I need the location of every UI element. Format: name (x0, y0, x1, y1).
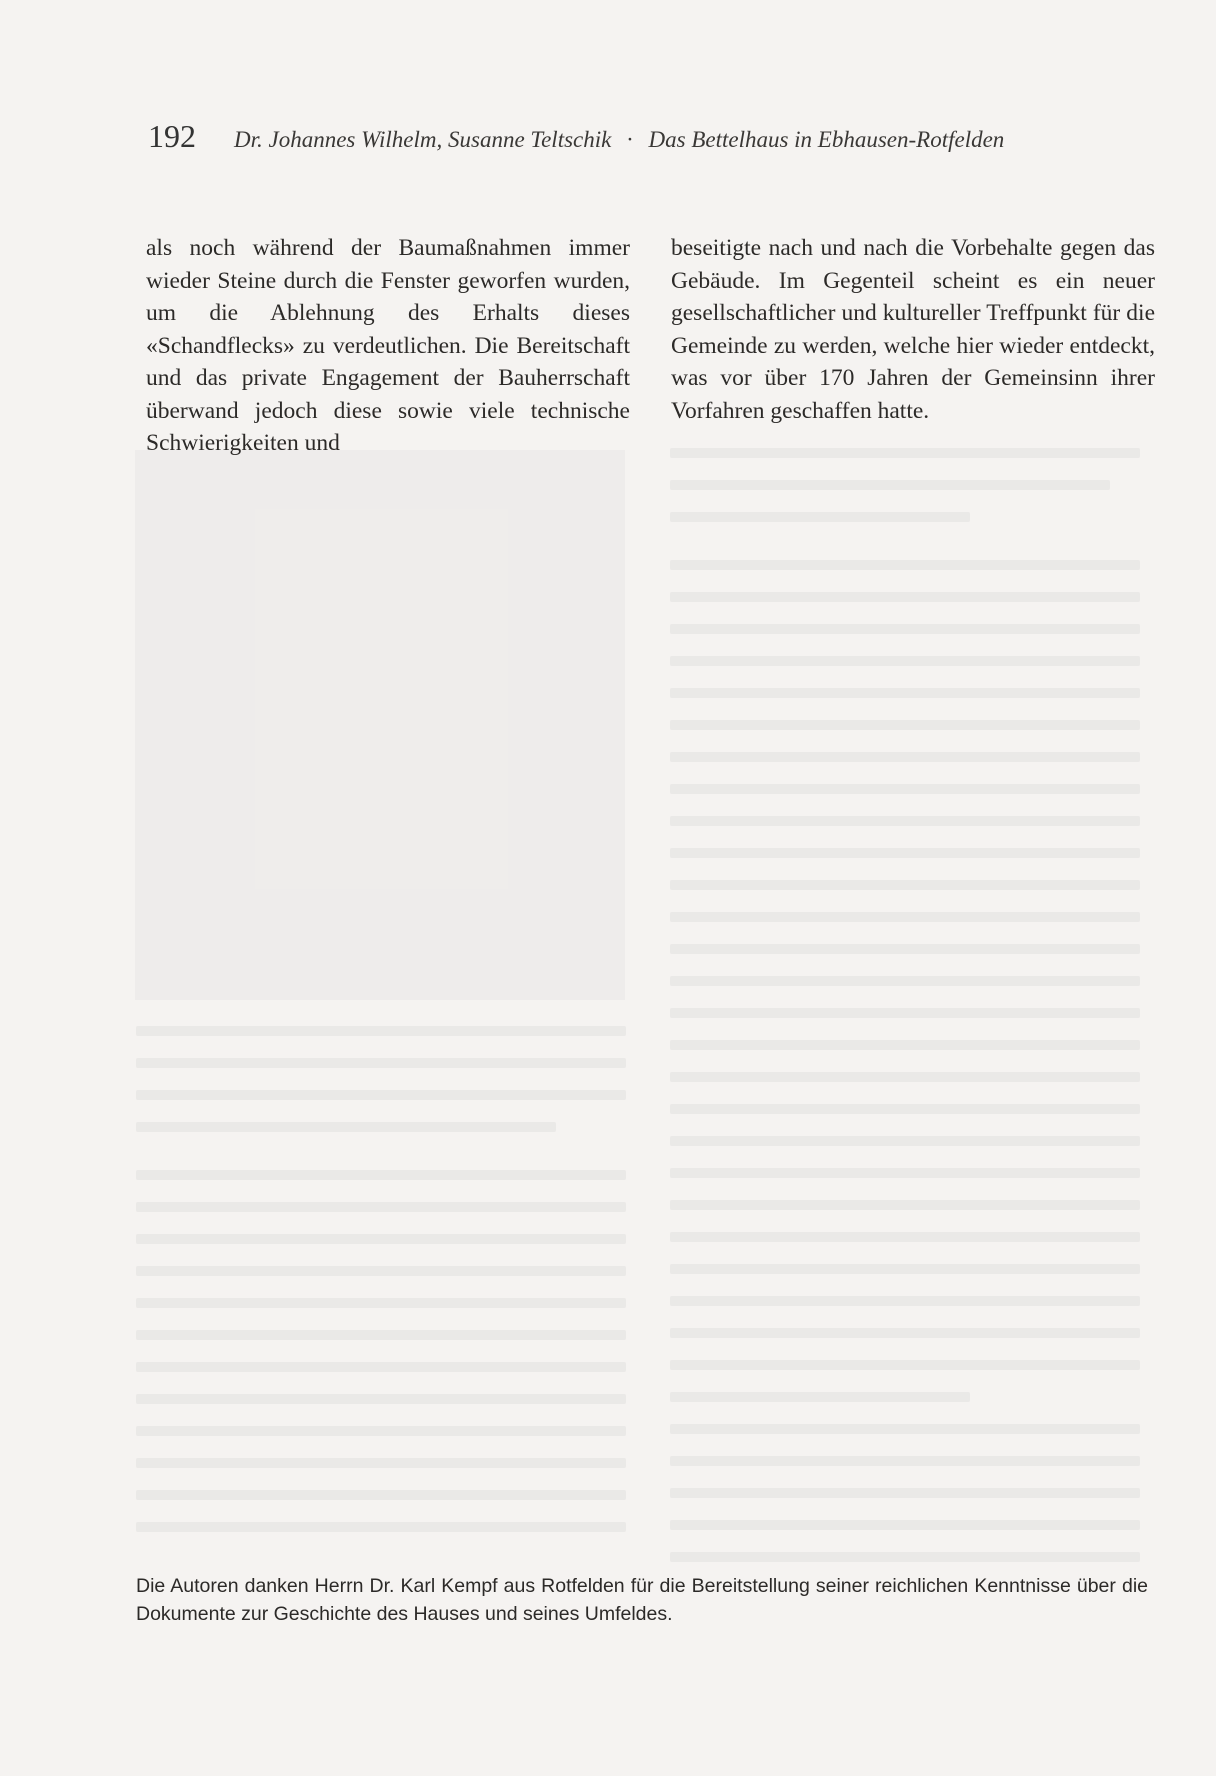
running-head (234, 127, 1004, 153)
text-column-left (146, 232, 630, 460)
page-number: 192 (148, 118, 196, 154)
acknowledgement-note (136, 1572, 1148, 1628)
acknowledgement-text: Die Autoren danken Herrn Dr. Karl Kempf aus Rotfelden für die Bereitstellung seiner reichlichen Kenntnisse über die Dokumente zur Geschichte des Hauses und seines Umfeldes. (136, 1575, 1148, 1625)
header-title: Das Bettelhaus in Ebhausen-Rotfelden (648, 127, 1005, 152)
header-authors: Dr. Johannes Wilhelm, Susanne Teltschik (234, 127, 612, 152)
right-column-paragraph: beseitigte nach und nach die Vorbehalte gegen das Gebäude. Im Gegenteil scheint es ein neuer gesellschaftlicher und kultureller Treffpunkt für die Gemeinde zu werden, welche hier wieder entdeckt, was vor über 170 Jahren der Gemeinsinn ihrer Vorfahren geschaffen hatte. (671, 235, 1155, 424)
running-header (148, 118, 1146, 155)
left-column-paragraph: als noch während der Baumaßnahmen immer wieder Steine durch die Fenster geworfen wurden, um die Ablehnung des Erhalts dieses «Schandflecks» zu verdeutlichen. Die Bereitschaft und das private Engagement der Bauherrschaft überwand jedoch diese sowie viele technische Schwierigkeiten und (146, 235, 630, 456)
text-column-right (671, 232, 1155, 427)
header-separator: · (626, 127, 634, 152)
